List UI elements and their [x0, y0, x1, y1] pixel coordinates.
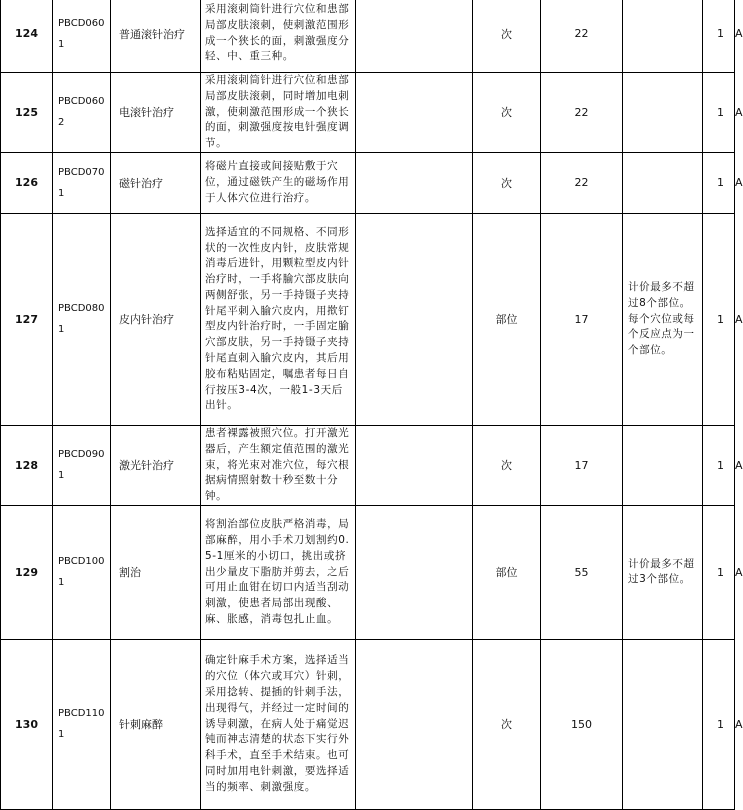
item-content: 采用滚刺筒针进行穴位和患部局部皮肤滚刺，使刺激范围形成一个狭长的面，刺激强度分轻、中、重三种。: [201, 0, 356, 73]
item-code: [53, 73, 111, 153]
item-content: 将磁片直接或间接贴敷于穴位，通过磁铁产生的磁场作用于人体穴位进行治疗。: [201, 152, 356, 213]
item-note: 计价最多不超过8个部位。每个穴位或每个反应点为一个部位。: [623, 213, 703, 425]
item-note: [623, 152, 703, 213]
item-code: [53, 0, 111, 73]
item-code-line2: 2: [58, 117, 65, 129]
item-code: [53, 425, 111, 505]
item-name: 普通滚针治疗: [111, 0, 201, 73]
excluded-content: [356, 152, 473, 213]
item-code: [53, 152, 111, 213]
item-code-line1: PBCD060: [58, 96, 105, 108]
row-number: 125: [1, 73, 53, 153]
row-number: 130: [1, 639, 53, 809]
pricing-unit: 次: [473, 152, 541, 213]
excluded-content: [356, 213, 473, 425]
item-note: 计价最多不超过3个部位。: [623, 505, 703, 639]
item-code: [53, 639, 111, 809]
price-value: 55: [541, 505, 623, 639]
item-note: [623, 639, 703, 809]
payment-ratio: 1: [703, 73, 735, 153]
item-content: 将割治部位皮肤严格消毒，局部麻醉，用小手术刀划割约0.5-1厘米的小切口，挑出或挤出少量皮下脂肪并剪去，之后可用止血钳在切口内适当刮动刺激，使患者局部出现酸、麻、胀感，消毒包扎止血。: [201, 505, 356, 639]
table-body: [1, 0, 743, 809]
item-name: 割治: [111, 505, 201, 639]
item-code-line2: 1: [58, 729, 65, 741]
item-note: [623, 0, 703, 73]
payment-ratio: 1: [703, 505, 735, 639]
item-code-line2: 1: [58, 577, 65, 589]
row-number: 129: [1, 505, 53, 639]
table-row: 130 PBCD110 1 针刺麻醉 确定针麻手术方案，选择适当的穴位（体穴或耳穴）针刺，采用捻转、提插的针刺手法，出现得气，并经过一定时间的诱导刺激，在病人处于痛觉迟钝而神志清楚的状态下实行外科手术，直至手术结束。也可同时加用电针刺激，要选择适当的频率、刺激强度。 次 150 1 A: [1, 639, 735, 809]
item-code-line1: PBCD080: [58, 303, 105, 315]
row-number: 127: [1, 213, 53, 425]
item-code: [53, 505, 111, 639]
item-content: 确定针麻手术方案，选择适当的穴位（体穴或耳穴）针刺，采用捻转、提插的针刺手法，出现得气，并经过一定时间的诱导刺激，在病人处于痛觉迟钝而神志清楚的状态下实行外科手术，直至手术结束。也可同时加用电针刺激，要选择适当的频率、刺激强度。: [201, 639, 356, 809]
price-value: 17: [541, 425, 623, 505]
row-number: 128: [1, 425, 53, 505]
pricing-unit: 部位: [473, 505, 541, 639]
excluded-content: [356, 425, 473, 505]
item-code-line1: PBCD070: [58, 166, 105, 178]
item-code-line1: PBCD100: [58, 556, 105, 568]
payment-ratio: 1: [703, 425, 735, 505]
price-value: 150: [541, 639, 623, 809]
excluded-content: [356, 0, 473, 73]
table-row: 125 PBCD060 2 电滚针治疗 采用滚刺筒针进行穴位和患部局部皮肤滚刺，同时增加电刺激，使刺激范围形成一个狭长的面，刺激强度按电针强度调节。 次 22 1 A: [1, 73, 735, 153]
item-name: 激光针治疗: [111, 425, 201, 505]
item-name: 电滚针治疗: [111, 73, 201, 153]
price-value: 22: [541, 0, 623, 73]
item-code-line1: PBCD090: [58, 449, 105, 461]
item-content: 采用滚刺筒针进行穴位和患部局部皮肤滚刺，同时增加电刺激，使刺激范围形成一个狭长的面，刺激强度按电针强度调节。: [201, 73, 356, 153]
pricing-unit: 次: [473, 425, 541, 505]
item-code-line2: 1: [58, 324, 65, 336]
item-name: 磁针治疗: [111, 152, 201, 213]
payment-ratio: 1: [703, 213, 735, 425]
table-row: 129 PBCD100 1 割治 将割治部位皮肤严格消毒，局部麻醉，用小手术刀划割约0.5-1厘米的小切口，挑出或挤出少量皮下脂肪并剪去，之后可用止血钳在切口内适当刮动刺激，使患者局部出现酸、麻、胀感，消毒包扎止血。 部位 55 计价最多不超过3个部位。 1 A: [1, 505, 735, 639]
item-code-line1: PBCD060: [58, 17, 105, 29]
item-content: 患者裸露被照穴位。打开激光器后，产生额定值范围的激光束，将光束对准穴位，每穴根据病情照射数十秒至数十分钟。: [201, 425, 356, 505]
row-number: 124: [1, 0, 53, 73]
excluded-content: [356, 73, 473, 153]
item-name: 针刺麻醉: [111, 639, 201, 809]
item-code-line2: 1: [58, 187, 65, 199]
table-row: 126 PBCD070 1 磁针治疗 将磁片直接或间接贴敷于穴位，通过磁铁产生的磁场作用于人体穴位进行治疗。 次 22 1 A: [1, 152, 735, 213]
payment-ratio: 1: [703, 152, 735, 213]
pricing-unit: 部位: [473, 213, 541, 425]
table-row: 128 PBCD090 1 激光针治疗 患者裸露被照穴位。打开激光器后，产生额定值范围的激光束，将光束对准穴位，每穴根据病情照射数十秒至数十分钟。 次 17 1 A: [1, 425, 735, 505]
pricing-unit: 次: [473, 73, 541, 153]
price-value: 17: [541, 213, 623, 425]
price-value: 22: [541, 73, 623, 153]
payment-ratio: 1: [703, 639, 735, 809]
pricing-unit: 次: [473, 0, 541, 73]
table-row: 127 PBCD080 1 皮内针治疗 选择适宜的不同规格、不同形状的一次性皮内针，皮肤常规消毒后进针，用颗粒型皮内针治疗时，一手将腧穴部皮肤向两侧舒张，另一手持镊子夹持针尾平刺入腧穴皮内，用揿钉型皮内针治疗时，一手固定腧穴部皮肤，另一手持镊子夹持针尾直刺入腧穴皮内，其后用胶布粘贴固定，嘱患者每日自行按压3-4次，一般1-3天后出针。 部位 17 计价最多不超过8个部位。每个穴位或每个反应点为一个部位。 1 A: [1, 213, 735, 425]
item-code-line1: PBCD110: [58, 708, 105, 720]
payment-ratio: 1: [703, 0, 735, 73]
pricing-unit: 次: [473, 639, 541, 809]
item-code-line2: 1: [58, 38, 65, 50]
excluded-content: [356, 639, 473, 809]
table-row: 124 PBCD060 1 普通滚针治疗 采用滚刺筒针进行穴位和患部局部皮肤滚刺，使刺激范围形成一个狭长的面，刺激强度分轻、中、重三种。 次 22 1 A: [1, 0, 735, 73]
item-content: 选择适宜的不同规格、不同形状的一次性皮内针，皮肤常规消毒后进针，用颗粒型皮内针治疗时，一手将腧穴部皮肤向两侧舒张，另一手持镊子夹持针尾平刺入腧穴皮内，用揿钉型皮内针治疗时，一手固定腧穴部皮肤，另一手持镊子夹持针尾直刺入腧穴皮内，其后用胶布粘贴固定，嘱患者每日自行按压3-4次，一般1-3天后出针。: [201, 213, 356, 425]
price-value: 22: [541, 152, 623, 213]
item-code-line2: 1: [58, 470, 65, 482]
item-code: [53, 213, 111, 425]
item-note: [623, 73, 703, 153]
excluded-content: [356, 505, 473, 639]
item-name: 皮内针治疗: [111, 213, 201, 425]
item-note: [623, 425, 703, 505]
row-number: 126: [1, 152, 53, 213]
